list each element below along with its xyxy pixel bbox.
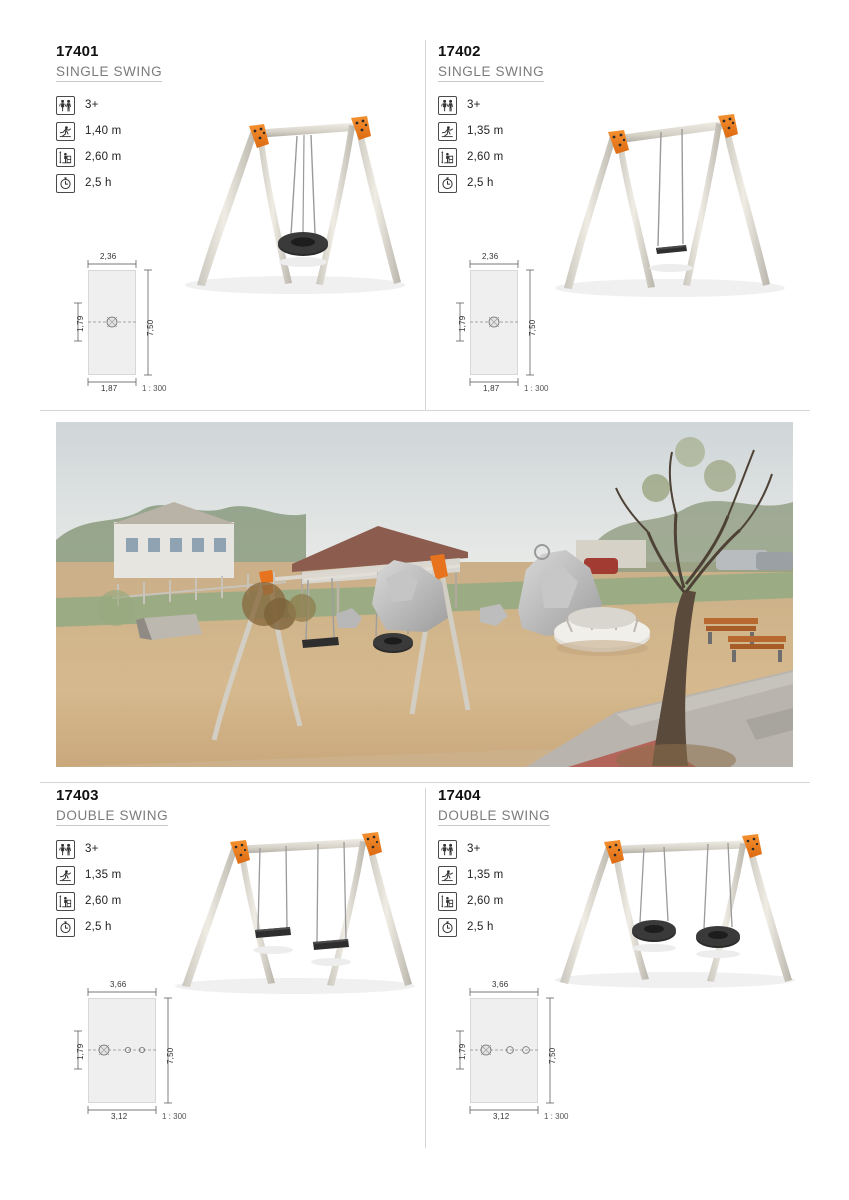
install-time-icon: [56, 174, 75, 193]
product-name: DOUBLE SWING: [438, 808, 550, 826]
equipment-height-icon: [438, 892, 457, 911]
plan-height-label: 7,50: [528, 319, 537, 336]
plan-depth-label: 1,79: [458, 1043, 467, 1060]
plan-scale-label: 1 : 300: [142, 384, 167, 393]
equipment-height-icon: [56, 148, 75, 167]
plan-symbols: [70, 248, 210, 400]
plan-height-label: 7,50: [146, 319, 155, 336]
spec-value: 2,60 m: [85, 151, 122, 163]
fall-height-icon: [56, 122, 75, 141]
install-time-icon: [56, 918, 75, 937]
product-code: 17404: [438, 788, 481, 804]
product-header: [438, 44, 808, 82]
product-header: [56, 44, 426, 82]
spec-value: 1,40 m: [85, 125, 122, 137]
spec-value: 2,60 m: [85, 895, 122, 907]
plan-height-label: 7,50: [166, 1047, 175, 1064]
plan-depth-label: 1,79: [458, 315, 467, 332]
plan-drawing-17401: [70, 248, 210, 400]
plan-symbols: [452, 248, 592, 400]
spec-value: 3+: [467, 99, 481, 111]
plan-drawing-17402: [452, 248, 592, 400]
equipment-height-icon: [56, 892, 75, 911]
product-render-17404: [540, 818, 810, 998]
plan-symbols: [452, 976, 612, 1128]
product-render-17403: [160, 818, 430, 998]
age-group-icon: [438, 840, 457, 859]
plan-drawing-17404: [452, 976, 612, 1128]
plan-scale-label: 1 : 300: [524, 384, 549, 393]
install-time-icon: [438, 918, 457, 937]
column-divider-bottom: [425, 788, 426, 1148]
playground-photo: [56, 422, 793, 767]
plan-base-label: 3,12: [111, 1112, 128, 1121]
age-group-icon: [56, 96, 75, 115]
age-group-icon: [438, 96, 457, 115]
product-name: SINGLE SWING: [56, 64, 162, 82]
spec-value: 3+: [85, 99, 99, 111]
plan-height-label: 7,50: [548, 1047, 557, 1064]
plan-depth-label: 1,79: [76, 315, 85, 332]
product-code: 17401: [56, 44, 99, 60]
plan-base-label: 1,87: [483, 384, 500, 393]
spec-value: 2,5 h: [467, 177, 494, 189]
spec-value: 2,5 h: [85, 177, 112, 189]
plan-width-label: 2,36: [100, 252, 117, 261]
spec-value: 2,5 h: [85, 921, 112, 933]
plan-drawing-17403: [70, 976, 230, 1128]
age-group-icon: [56, 840, 75, 859]
row-divider-lower: [40, 782, 810, 783]
spec-value: 2,5 h: [467, 921, 494, 933]
plan-symbols: [70, 976, 230, 1128]
spec-value: 2,60 m: [467, 151, 504, 163]
column-divider-top: [425, 40, 426, 410]
plan-scale-label: 1 : 300: [162, 1112, 187, 1121]
spec-value: 1,35 m: [467, 125, 504, 137]
spec-value: 1,35 m: [467, 869, 504, 881]
spec-value: 3+: [467, 843, 481, 855]
plan-width-label: 3,66: [492, 980, 509, 989]
fall-height-icon: [56, 866, 75, 885]
spec-value: 3+: [85, 843, 99, 855]
plan-width-label: 2,36: [482, 252, 499, 261]
product-name: DOUBLE SWING: [56, 808, 168, 826]
spec-value: 2,60 m: [467, 895, 504, 907]
plan-width-label: 3,66: [110, 980, 127, 989]
product-name: SINGLE SWING: [438, 64, 544, 82]
spec-value: 1,35 m: [85, 869, 122, 881]
fall-height-icon: [438, 122, 457, 141]
product-code: 17403: [56, 788, 99, 804]
plan-base-label: 3,12: [493, 1112, 510, 1121]
plan-base-label: 1,87: [101, 384, 118, 393]
equipment-height-icon: [438, 148, 457, 167]
row-divider-upper: [40, 410, 810, 411]
product-code: 17402: [438, 44, 481, 60]
plan-scale-label: 1 : 300: [544, 1112, 569, 1121]
install-time-icon: [438, 174, 457, 193]
plan-depth-label: 1,79: [76, 1043, 85, 1060]
fall-height-icon: [438, 866, 457, 885]
